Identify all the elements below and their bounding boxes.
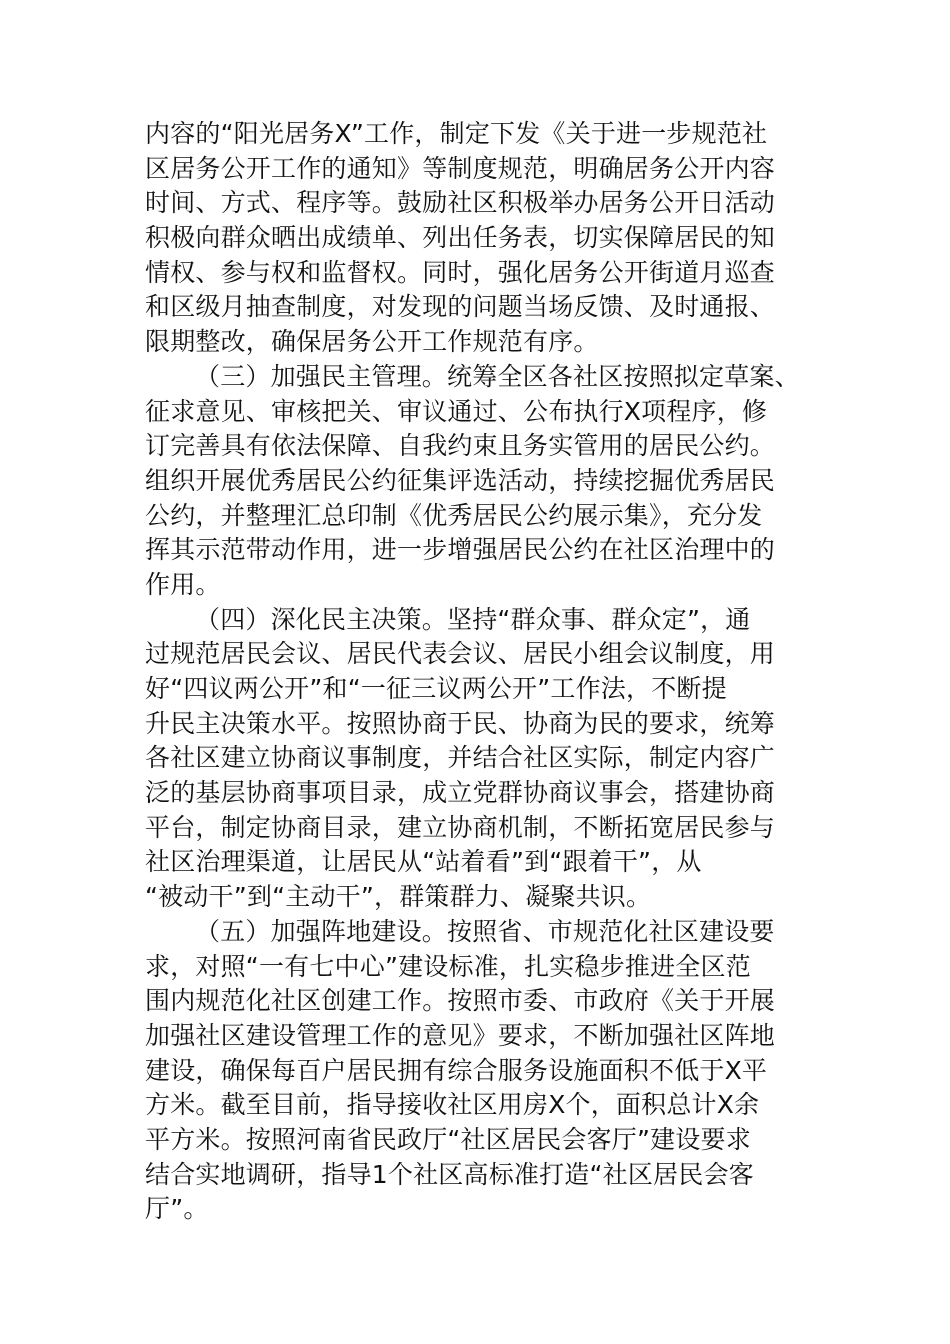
text-line: 平方米。按照河南省民政厅“社区居民会客厅”建设要求 [145, 1124, 751, 1154]
text-line: 内容的“阳光居务X”工作，制定下发《关于进一步规范社 [145, 119, 768, 148]
text-line: 社区治理渠道，让居民从“站着看”到“跟着干”，从 [145, 847, 702, 877]
text-line: “被动干”到“主动干”，群策群力、凝聚共识。 [145, 882, 652, 912]
text-line: 泛的基层协商事项目录，成立党群协商议事会，搭建协商 [145, 778, 776, 808]
text-line: 积极向群众晒出成绩单、列出任务表，切实保障居民的知 [145, 223, 776, 253]
text-line: 公约，并整理汇总印制《优秀居民公约展示集》，充分发 [145, 500, 763, 530]
text-line: 好“四议两公开”和“一征三议两公开”工作法，不断提 [145, 674, 727, 703]
text-line: 挥其示范带动作用，进一步增强居民公约在社区治理中的 [145, 535, 776, 565]
text-line: 围内规范化社区创建工作。按照市委、市政府《关于开展 [145, 986, 776, 1016]
text-line: 各社区建立协商议事制度，并结合社区实际，制定内容广 [145, 743, 776, 773]
text-line: 建设，确保每百户居民拥有综合服务设施面积不低于X平 [145, 1055, 768, 1085]
text-line: 结合实地调研，指导1个社区高标准打造“社区居民会客 [145, 1159, 754, 1189]
text-line: 组织开展优秀居民公约征集评选活动，持续挖掘优秀居民 [145, 465, 776, 495]
text-line: 升民主决策水平。按照协商于民、协商为民的要求，统筹 [145, 708, 776, 738]
text-line: 区居务公开工作的通知》等制度规范，明确居务公开内容 [145, 153, 776, 183]
text-line: 情权、参与权和监督权。同时，强化居务公开街道月巡查 [145, 257, 776, 287]
text-line: 限期整改，确保居务公开工作规范有序。 [145, 327, 599, 357]
text-line: 过规范居民会议、居民代表会议、居民小组会议制度，用 [145, 639, 776, 669]
text-line: 征求意见、审核把关、审议通过、公布执行X项程序，修 [145, 396, 768, 426]
paragraph-heading-line: （四）深化民主决策。坚持“群众事、群众定”，通 [195, 604, 751, 634]
text-line: 平台，制定协商目录，建立协商机制，不断拓宽居民参与 [145, 812, 776, 842]
paragraph-heading-line: （五）加强阵地建设。按照省、市规范化社区建设要 [195, 916, 775, 946]
paragraph-heading-line: （三）加强民主管理。统筹全区各社区按照拟定草案、 [195, 361, 800, 391]
text-line: 方米。截至目前，指导接收社区用房X个，面积总计X余 [145, 1090, 760, 1120]
text-line: 作用。 [145, 569, 221, 599]
text-line: 和区级月抽查制度，对发现的问题当场反馈、及时通报、 [145, 292, 776, 322]
text-line: 订完善具有依法保障、自我约束且务实管用的居民公约。 [145, 431, 776, 461]
text-line: 加强社区建设管理工作的意见》要求，不断加强社区阵地 [145, 1020, 776, 1050]
text-line: 求，对照“一有七中心”建设标准，扎实稳步推进全区范 [145, 951, 751, 981]
text-line: 厅”。 [145, 1194, 209, 1224]
document-body [145, 117, 810, 1227]
text-line: 时间、方式、程序等。鼓励社区积极举办居务公开日活动 [145, 188, 776, 218]
